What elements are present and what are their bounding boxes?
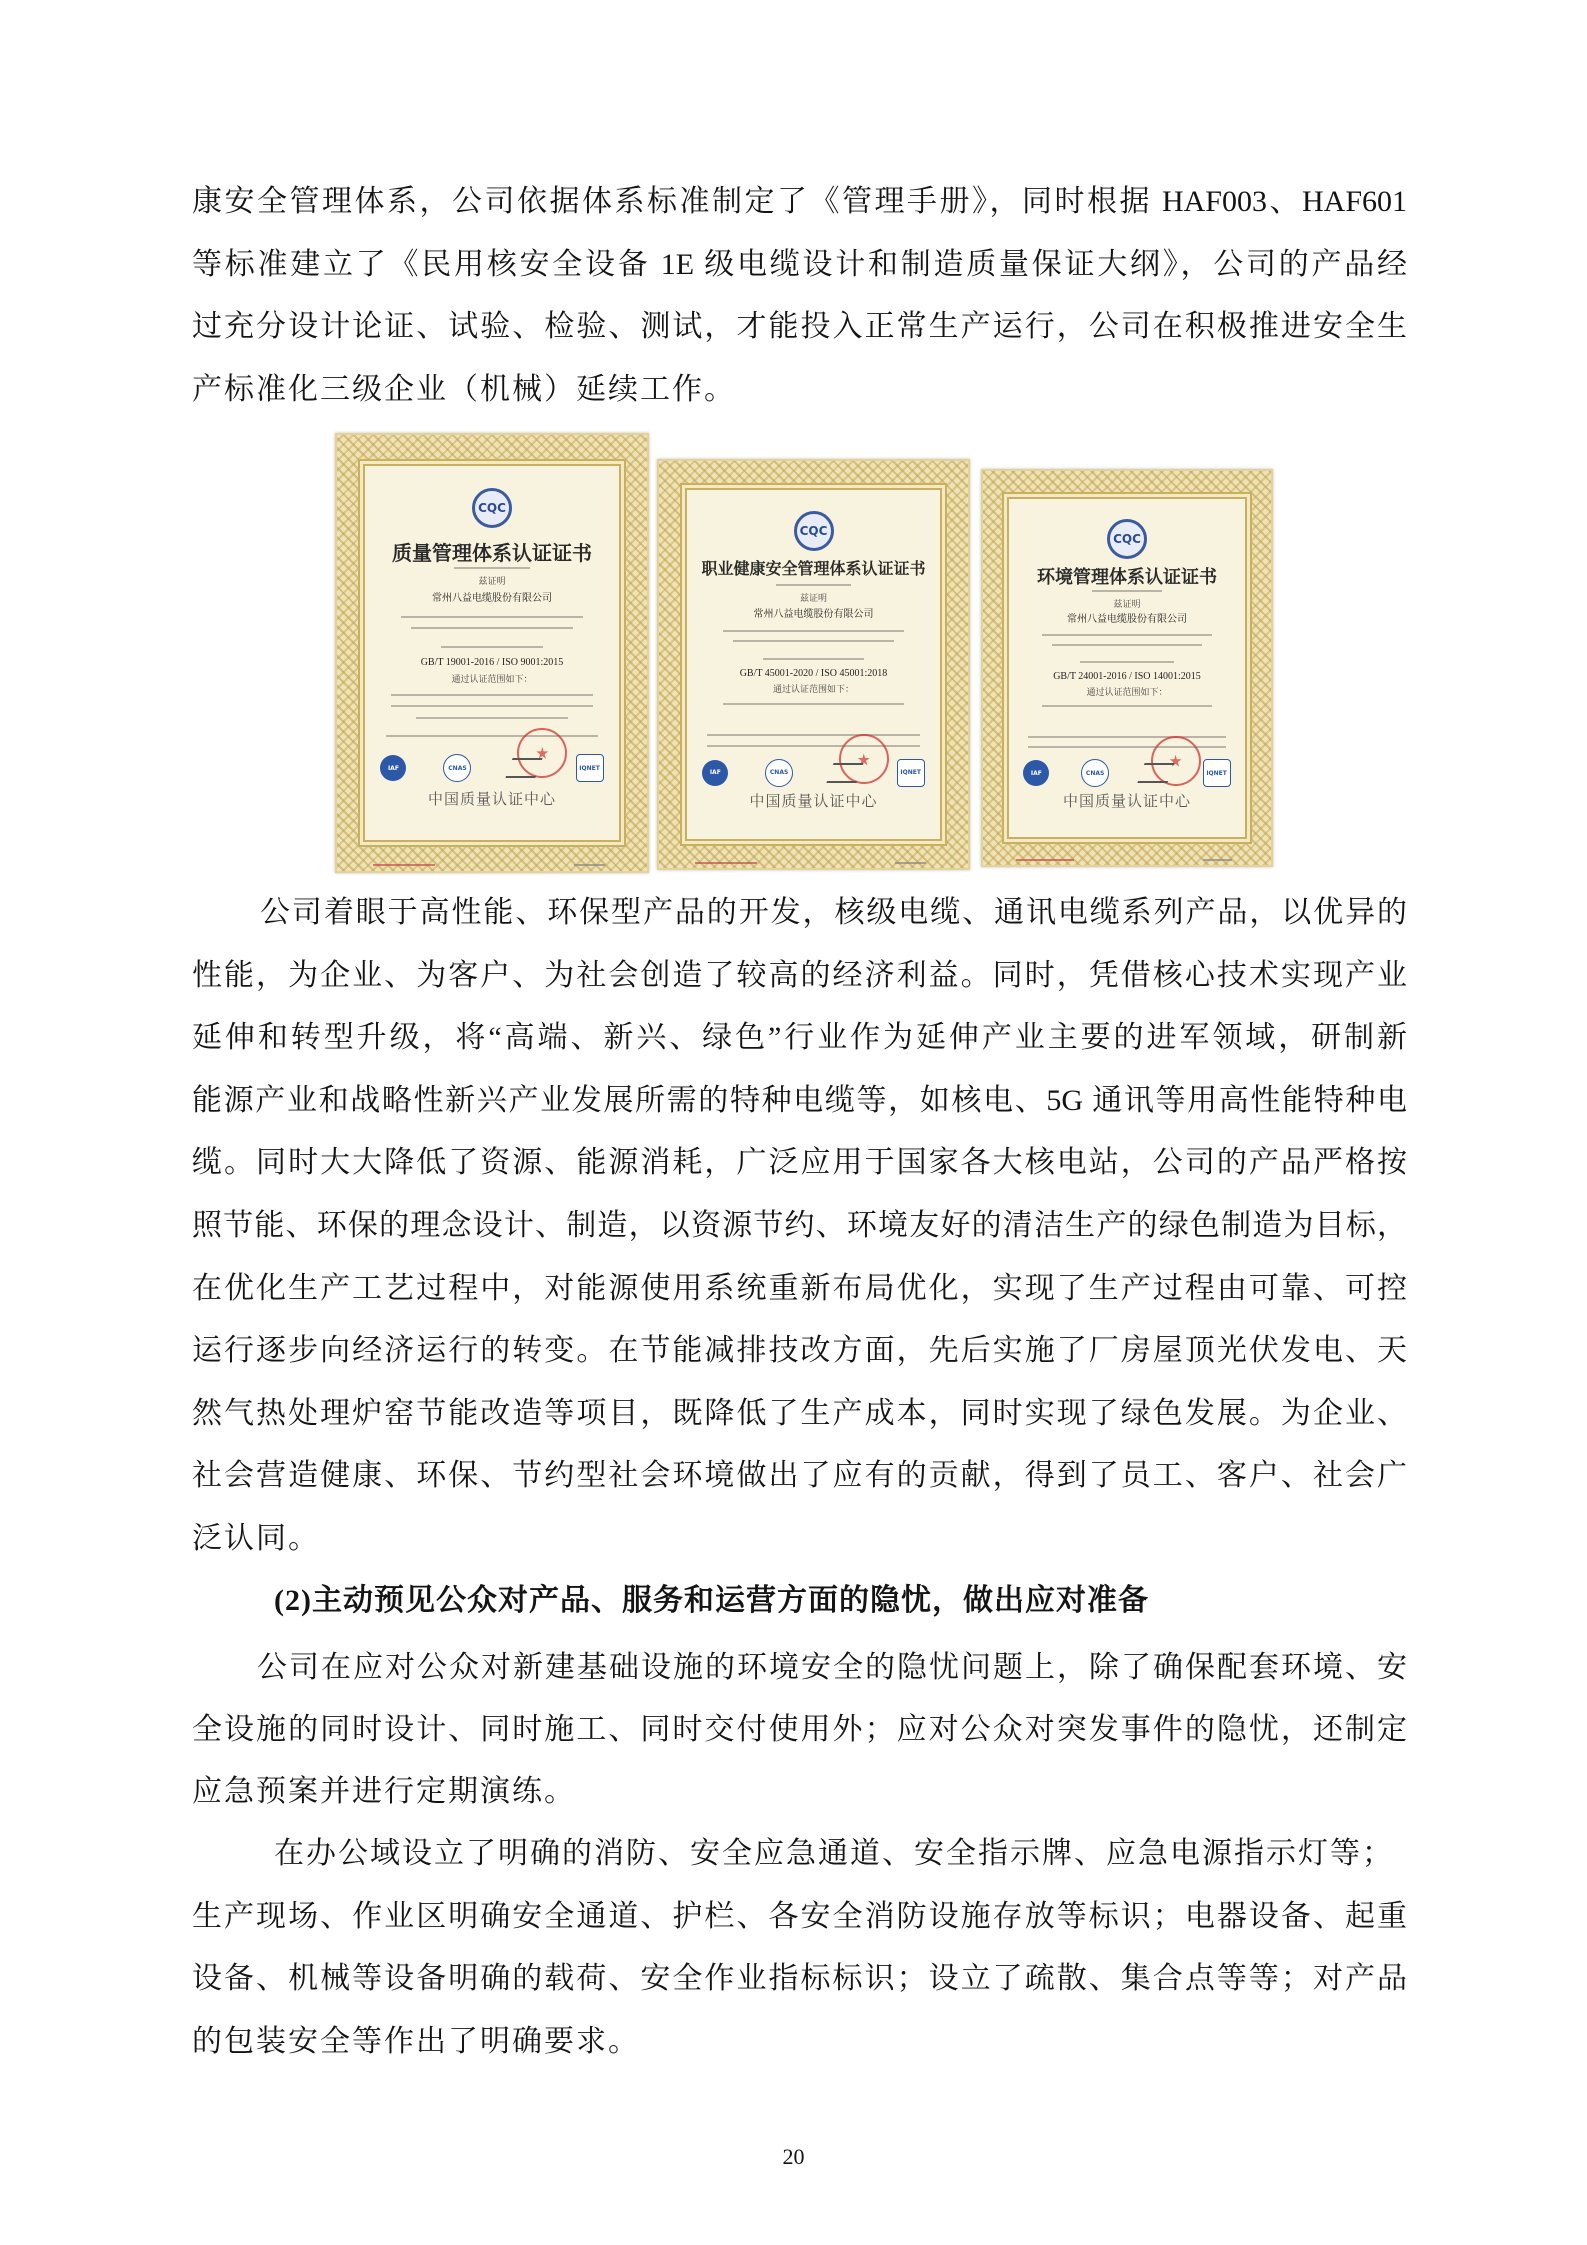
paragraph-line: 缆。同时大大降低了资源、能源消耗，广泛应用于国家各大核电站，公司的产品严格按 xyxy=(192,1146,1407,1179)
certificate-title: 职业健康安全管理体系认证证书 xyxy=(701,561,926,579)
cqc-logo-icon: CQC xyxy=(472,488,512,528)
certificate-panel xyxy=(685,488,942,841)
certify-label: 兹证明 xyxy=(799,593,827,604)
paragraph-line: 的包装安全等作出了明确要求。 xyxy=(192,2025,640,2058)
paragraph-line: 在优化生产工艺过程中，对能源使用系统重新布局优化，实现了生产过程由可靠、可控 xyxy=(192,1272,1407,1305)
calligraphy-mark-icon xyxy=(505,758,542,778)
text-line xyxy=(391,705,594,707)
cnas-logo-icon: CNAS xyxy=(443,754,471,782)
scope-label: 通过认证范围如下： xyxy=(451,673,533,684)
text-line xyxy=(723,630,905,632)
cqc-logo-icon: CQC xyxy=(1107,519,1147,559)
certificate-panel xyxy=(1007,497,1246,839)
cnas-logo-icon: CNAS xyxy=(1081,759,1109,787)
certificate-title: 环境管理体系认证证书 xyxy=(1037,567,1217,588)
paragraph-line: 公司在应对公众对新建基础设施的环境安全的隐忧问题上，除了确保配套环境、安 xyxy=(257,1651,1407,1684)
paragraph-line: 公司着眼于高性能、环保型产品的开发，核级电缆、通讯电缆系列产品，以优异的 xyxy=(260,896,1407,929)
certificate-environmental xyxy=(981,469,1273,867)
iqnet-logo-icon: IQNET xyxy=(576,754,604,782)
paragraph-line: 泛认同。 xyxy=(192,1522,320,1555)
certify-label: 兹证明 xyxy=(478,576,506,587)
certificate-standard: GB/T 24001-2016 / ISO 14001:2015 xyxy=(1053,671,1201,683)
scope-label: 通过认证范围如下： xyxy=(1086,686,1168,697)
paragraph-line: 性能，为企业、为客户、为社会创造了较高的经济利益。同时，凭借核心技术实现产业 xyxy=(192,959,1407,992)
certificate-quality xyxy=(335,433,649,873)
text-line xyxy=(707,734,919,736)
text-line xyxy=(441,646,542,648)
text-line xyxy=(386,735,599,737)
paragraph-line: 延伸和转型升级，将“高端、新兴、绿色”行业作为延伸产业主要的进军领域，研制新 xyxy=(192,1021,1407,1054)
text-line xyxy=(707,745,919,747)
iqnet-logo-icon: IQNET xyxy=(1203,759,1231,787)
accreditation-badges xyxy=(702,759,924,787)
paragraph-line: 应急预案并进行定期演练。 xyxy=(192,1775,576,1808)
certify-label: 兹证明 xyxy=(1113,598,1141,609)
issuer-name: 中国质量认证中心 xyxy=(749,794,878,811)
date-mark xyxy=(1203,859,1232,861)
text-line xyxy=(391,694,594,696)
serial-number-mark xyxy=(373,864,436,866)
date-mark xyxy=(895,862,926,864)
company-name: 常州八益电缆股份有限公司 xyxy=(432,593,552,605)
iaf-logo-icon: IAF xyxy=(1023,760,1049,786)
text-line xyxy=(454,567,530,569)
calligraphy-mark-icon xyxy=(1137,763,1174,783)
issuer-name: 中国质量认证中心 xyxy=(1062,793,1191,810)
section-heading: (2)主动预见公众对产品、服务和运营方面的隐忧，做出应对准备 xyxy=(274,1584,1149,1617)
text-line xyxy=(723,703,905,705)
certificate-occupational-health xyxy=(657,459,970,870)
scope-label: 通过认证范围如下： xyxy=(772,683,854,694)
text-line xyxy=(1092,590,1163,592)
paragraph-line: 能源产业和战略性新兴产业发展所需的特种电缆等，如核电、5G 通讯等用高性能特种电 xyxy=(192,1084,1407,1117)
certificate-panel xyxy=(363,464,621,842)
text-line xyxy=(1042,634,1212,636)
text-line xyxy=(411,627,573,629)
issuer-name: 中国质量认证中心 xyxy=(427,791,556,808)
text-line xyxy=(776,584,852,586)
calligraphy-mark-icon xyxy=(826,763,863,783)
iaf-logo-icon: IAF xyxy=(702,760,728,786)
paragraph-line: 全设施的同时设计、同时施工、同时交付使用外；应对公众对突发事件的隐忧，还制定 xyxy=(192,1713,1407,1746)
paragraph-line: 产标准化三级企业（机械）延续工作。 xyxy=(192,373,736,406)
cqc-logo-icon: CQC xyxy=(794,511,834,551)
text-line xyxy=(763,658,864,660)
paragraph-line: 康安全管理体系，公司依据体系标准制定了《管理手册》，同时根据 HAF003、HAF601 xyxy=(192,185,1407,218)
date-mark xyxy=(574,864,605,866)
company-name: 常州八益电缆股份有限公司 xyxy=(1067,614,1187,626)
text-line xyxy=(416,717,568,719)
serial-number-mark xyxy=(1016,859,1074,861)
text-line xyxy=(1028,736,1226,738)
paragraph-line: 在办公域设立了明确的消防、安全应急通道、安全指示牌、应急电源指示灯等； xyxy=(274,1837,1392,1870)
page-number: 20 xyxy=(782,2144,805,2169)
accreditation-badges xyxy=(380,754,603,782)
certificate-title: 质量管理体系认证证书 xyxy=(392,542,592,565)
paragraph-line: 设备、机械等设备明确的载荷、安全作业指标标识；设立了疏散、集合点等等；对产品 xyxy=(192,1962,1407,1995)
paragraph-line: 生产现场、作业区明确安全通道、护栏、各安全消防设施存放等标识；电器设备、起重 xyxy=(192,1900,1407,1933)
text-line xyxy=(1080,661,1174,663)
paragraph-line: 照节能、环保的理念设计、制造，以资源节约、环境友好的清洁生产的绿色制造为目标， xyxy=(192,1209,1407,1242)
accreditation-badges xyxy=(1023,759,1230,787)
cnas-logo-icon: CNAS xyxy=(765,759,793,787)
paragraph-line: 过充分设计论证、试验、检验、测试，才能投入正常生产运行，公司在积极推进安全生 xyxy=(192,310,1407,343)
certificate-standard: GB/T 45001-2020 / ISO 45001:2018 xyxy=(739,667,888,679)
iaf-logo-icon: IAF xyxy=(380,755,406,781)
certificate-standard: GB/T 19001-2016 / ISO 9001:2015 xyxy=(420,656,564,668)
company-name: 常州八益电缆股份有限公司 xyxy=(753,609,874,621)
paragraph-line: 然气热处理炉窑节能改造等项目，既降低了生产成本，同时实现了绿色发展。为企业、 xyxy=(192,1397,1407,1430)
iqnet-logo-icon: IQNET xyxy=(897,759,925,787)
text-line xyxy=(733,640,895,642)
paragraph-line: 运行逐步向经济运行的转变。在节能减排技改方面，先后实施了厂房屋顶光伏发电、天 xyxy=(192,1334,1407,1367)
text-line xyxy=(1052,644,1203,646)
paragraph-line: 等标准建立了《民用核安全设备 1E 级电缆设计和制造质量保证大纲》，公司的产品经 xyxy=(192,248,1407,281)
text-line xyxy=(1042,705,1212,707)
paragraph-line: 社会营造健康、环保、节约型社会环境做出了应有的贡献，得到了员工、客户、社会广 xyxy=(192,1459,1407,1492)
serial-number-mark xyxy=(695,862,758,864)
text-line xyxy=(401,616,584,618)
